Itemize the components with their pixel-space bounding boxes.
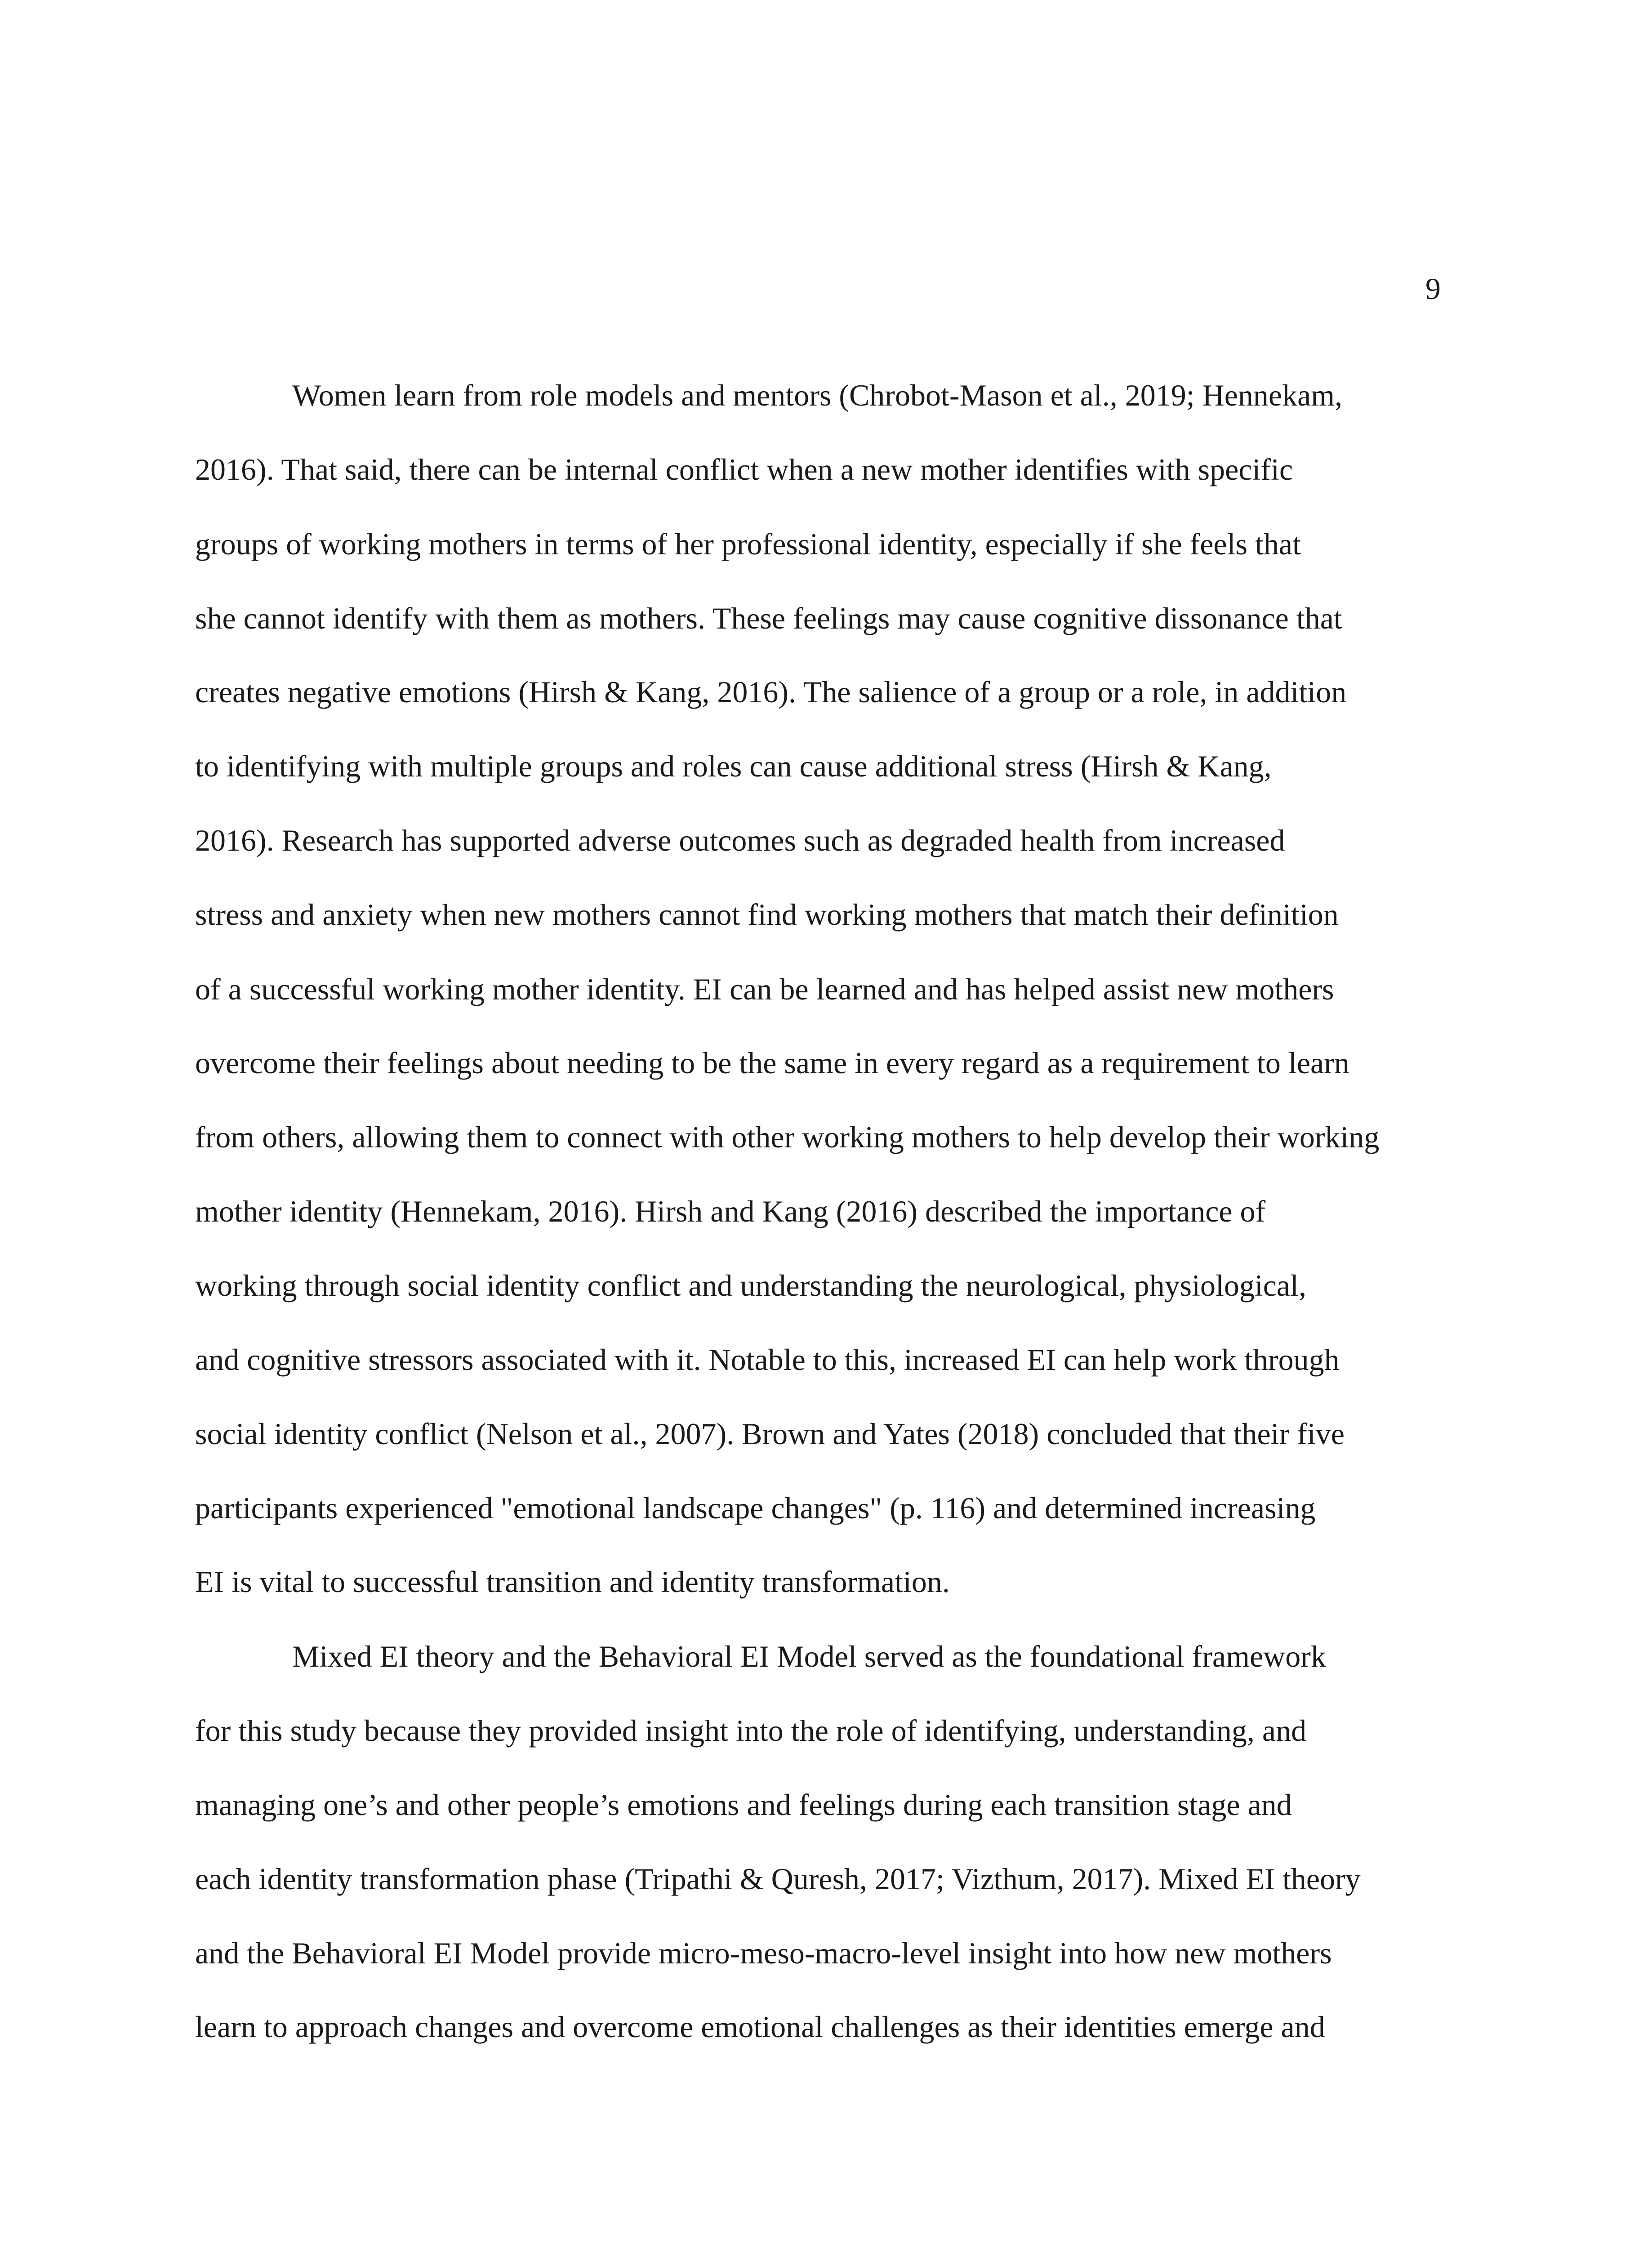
paragraph-line: and the Behavioral EI Model provide micro-meso-macro-level insight into how new mothers [195,1936,1332,1970]
paragraph-line: mother identity (Hennekam, 2016). Hirsh and Kang (2016) described the importance of [195,1194,1266,1228]
paragraph-line: and cognitive stressors associated with it. Notable to this, increased EI can help work through [195,1343,1340,1377]
paragraph-line: each identity transformation phase (Tripathi & Quresh, 2017; Vizthum, 2017). Mixed EI theory [195,1862,1361,1896]
paragraph-line: EI is vital to successful transition and identity transformation. [195,1565,950,1599]
paragraph-line: from others, allowing them to connect with other working mothers to help develop their working [195,1120,1380,1154]
paragraph-line: 2016). Research has supported adverse outcomes such as degraded health from increased [195,823,1285,857]
paragraph-line: overcome their feelings about needing to be the same in every regard as a requirement to learn [195,1046,1349,1080]
paragraph-line: participants experienced "emotional landscape changes" (p. 116) and determined increasing [195,1491,1316,1525]
paragraph-line: Mixed EI theory and the Behavioral EI Model served as the foundational framework [292,1639,1326,1673]
paragraph-line: learn to approach changes and overcome emotional challenges as their identities emerge and [195,2010,1325,2044]
paragraph-line: creates negative emotions (Hirsh & Kang, 2016). The salience of a group or a role, in addition [195,675,1347,709]
paragraph-line: of a successful working mother identity. EI can be learned and has helped assist new mothers [195,972,1334,1006]
page-number: 9 [1425,272,1441,306]
paragraph-line: Women learn from role models and mentors (Chrobot-Mason et al., 2019; Hennekam, [292,378,1343,412]
paragraph-line: she cannot identify with them as mothers. These feelings may cause cognitive dissonance that [195,601,1342,635]
paragraph-line: working through social identity conflict and understanding the neurological, physiological, [195,1268,1307,1302]
paragraph-line: managing one’s and other people’s emotions and feelings during each transition stage and [195,1788,1292,1822]
paragraph-line: stress and anxiety when new mothers cannot find working mothers that match their definition [195,897,1339,932]
paragraph-line: social identity conflict (Nelson et al., 2007). Brown and Yates (2018) concluded that their five [195,1417,1345,1451]
paragraph-line: to identifying with multiple groups and roles can cause additional stress (Hirsh & Kang, [195,749,1272,783]
paragraph-line: groups of working mothers in terms of her professional identity, especially if she feels that [195,527,1301,561]
paragraph-line: 2016). That said, there can be internal conflict when a new mother identifies with specific [195,452,1293,486]
paragraph-line: for this study because they provided insight into the role of identifying, understanding, and [195,1713,1307,1748]
